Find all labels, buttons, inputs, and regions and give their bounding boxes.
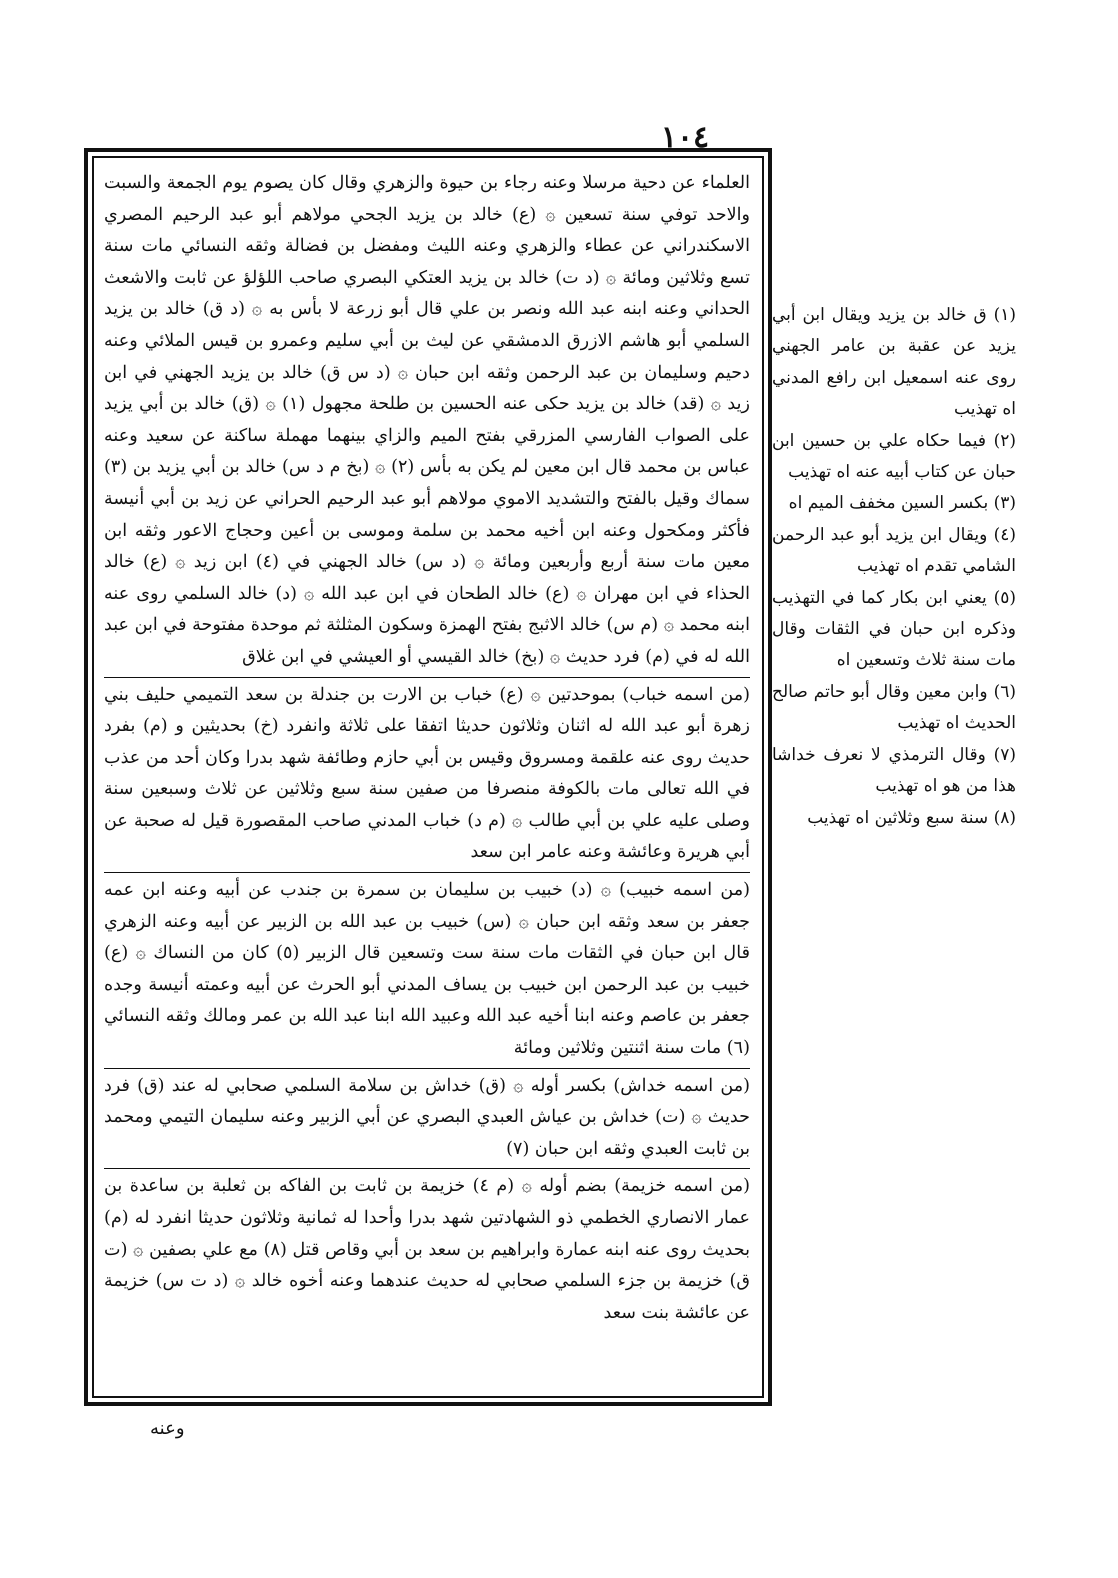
section-divider <box>104 677 750 678</box>
footnote: (٦) وابن معين وقال أبو حاتم صالح الحديث اه تهذيب <box>772 681 1016 734</box>
section-divider <box>104 1068 750 1069</box>
entry-block-khubayb: (من اسمه خبيب) ۞ (د) خبيب بن سليمان بن سمرة بن جندب عن أبيه وعنه ابن عمه جعفر بن سعد وثقه ابن حبان ۞ (س) خبيب بن عبد الله بن الزبير عن أبيه وعنه الزهري قال ابن حبان في الثقات مات سنة ست وتسعين قال الزبير (٥) كان من النساك ۞ (ع) خبيب بن عبد الرحمن ابن خبيب بن يساف المدني أبو الحرث عن أبيه وعمته أنيسة وجده جعفر بن عاصم وعنه ابنا أخيه عبد الله وعبيد الله ابنا عبد الله بن عمر ومالك وثقه النسائي (٦) مات سنة اثنتين وثلاثين ومائة <box>104 880 750 1059</box>
entry-block-khabbab: (من اسمه خباب) بموحدتين ۞ (ع) خباب بن الارت بن جندلة بن سعد التميمي حليف بني زهرة أبو عبد الله له اثنان وثلاثون حديثا اتفقا على ثلاثة وانفرد (خ) بحديثين و (م) بفرد حديث روى عنه علقمة ومسروق وقيس بن أبي حازم وطائفة شهد بدرا وكان أحد من عذب في الله تعالى مات بالكوفة منصرفا من صفين سنة سبع وثلاثين عن ثلاث وسبعين سنة وصلى عليه علي بن أبي طالب ۞ (م د) خباب المدني صاحب المقصورة قيل له صحبة عن أبي هريرة وعائشة وعنه عامر ابن سعد <box>104 684 750 863</box>
footnote: (٢) فيما حكاه علي بن حسين ابن حبان عن كتاب أبيه عنه اه تهذيب <box>772 430 1016 483</box>
section-divider <box>104 872 750 873</box>
main-text <box>104 168 750 1329</box>
footnote: (٣) بكسر السين مخفف الميم اه <box>788 493 1016 514</box>
footnote: (٧) وقال الترمذي لا نعرف خداشا هذا من هو اه تهذيب <box>772 744 1016 797</box>
footnote: (٤) ويقال ابن يزيد أبو عبد الرحمن الشامي تقدم اه تهذيب <box>772 524 1016 577</box>
margin-notes <box>772 300 1016 834</box>
footnote: (٥) يعني ابن بكار كما في التهذيب وذكره ابن حبان في الثقات وقال مات سنة ثلاث وتسعين اه <box>772 587 1016 671</box>
section-divider <box>104 1168 750 1169</box>
page-number: ١٠٤ <box>660 120 710 155</box>
catchword: وعنه <box>150 1418 185 1439</box>
entry-block-khidash: (من اسمه خداش) بكسر أوله ۞ (ق) خداش بن سلامة السلمي صحابي له عند (ق) فرد حديث ۞ (ت) خداش بن عياش العبدي البصري عن أبي الزبير وعنه سليمان التيمي ومحمد بن ثابت العبدي وثقه ابن حبان (٧) <box>104 1075 750 1159</box>
footnote: (٨) سنة سبع وثلاثين اه تهذيب <box>807 807 1016 828</box>
entry-block-khalid: العلماء عن دحية مرسلا وعنه رجاء بن حيوة والزهري وقال كان يصوم يوم الجمعة والسبت والاحد توفي سنة تسعين ۞ (ع) خالد بن يزيد الجحي مولاهم أبو عبد الرحيم المصري الاسكندراني عن عطاء والزهري وعنه الليث ومفضل بن فضالة وثقه النسائي مات سنة تسع وثلاثين ومائة ۞ (د ت) خالد بن يزيد العتكي البصري صاحب اللؤلؤ عن ثابت والاشعث الحداني وعنه ابنه عبد الله ونصر بن علي قال أبو زرعة لا بأس به ۞ (د ق) خالد بن يزيد السلمي أبو هاشم الازرق الدمشقي عن ليث بن أبي سليم وعمرو بن قيس الملائي وعنه دحيم وسليمان بن عبد الرحمن وثقه ابن حبان ۞ (د س ق) خالد بن يزيد الجهني في ابن زيد ۞ (قد) خالد بن يزيد حكى عنه الحسين بن طلحة مجهول (١) ۞ (ق) خالد بن أبي يزيد على الصواب الفارسي المزرقي بفتح الميم والزاي بينهما مهملة ساكنة عن سعيد وعنه عباس بن محمد قال ابن معين لم يكن به بأس (٢) ۞ (بخ م د س) خالد بن أبي يزيد بن (٣) سماك وقيل بالفتح والتشديد الاموي مولاهم أبو عبد الرحيم الحراني عن زيد بن أبي أنيسة فأكثر ومكحول وعنه ابن أخيه محمد بن سلمة وموسى بن أعين وحجاج الاعور وثقه ابن معين مات سنة أربع وأربعين ومائة ۞ (د س) خالد الجهني في (٤) ابن زيد ۞ (ع) خالد الحذاء في ابن مهران ۞ (ع) خالد الطحان في ابن عبد الله ۞ (د) خالد السلمي روى عنه ابنه محمد ۞ (م س) خالد الاثبج بفتح الهمزة وسكون المثلثة ثم موحدة مفتوحة في ابن عبد الله له في (م) فرد حديث ۞ (بخ) خالد القيسي أو العيشي في ابن غلاق <box>104 173 751 667</box>
entry-block-khuzayma: (من اسمه خزيمة) بضم أوله ۞ (م ٤) خزيمة بن ثابت بن الفاكه بن ثعلبة بن ساعدة بن عمار الانصاري الخطمي ذو الشهادتين شهد بدرا وأحدا له ثمانية وثلاثون حديثا انفرد له (م) بحديث روى عنه ابنه عمارة وابراهيم بن سعد بن أبي وقاص قتل (٨) مع علي بصفين ۞ (ت ق) خزيمة بن جزء السلمي صحابي له حديث عندهما وعنه أخوه خالد ۞ (د ت س) خزيمة عن عائشة بنت سعد <box>104 1176 751 1323</box>
footnote: (١) ق خالد بن يزيد ويقال ابن أبي يزيد عن عقبة بن عامر الجهني روى عنه اسمعيل ابن رافع المدني اه تهذيب <box>772 305 1016 420</box>
page-frame-inner <box>92 156 764 1398</box>
